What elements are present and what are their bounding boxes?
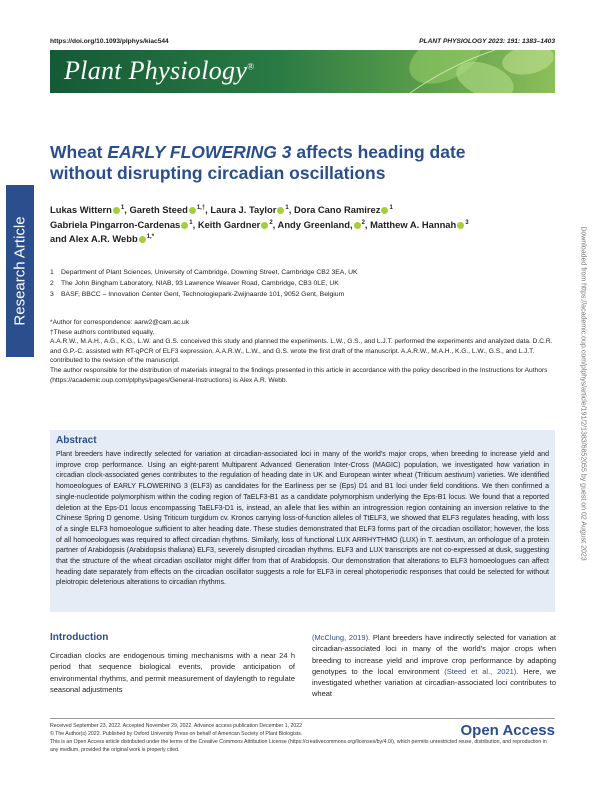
author-affiliation-sup: 1,* <box>146 234 155 241</box>
author-name: Laura J. Taylor <box>210 204 277 216</box>
abstract-box <box>50 430 555 612</box>
orcid-icon[interactable] <box>181 222 188 229</box>
affiliation-item: 3 BASF, BBCC – Innovation Center Gent, Technologiepark-Zwijnaarde 101, 9052 Gent, Belgium <box>50 290 345 298</box>
author-list: Lukas Wittern $^1$, Gareth Steed $^{1,\dagger}$, Laura J. Taylor $^1$, Dora Cano Ramirez $^1$ Gabriela Pingarron-Cardenas $^1$, Keith Gardner $^2$, Andy Greenland, $^2$, Matthew A. Hannah $^3$ and Alex A.R. Webb $^{1,*}$ <box>50 204 469 245</box>
citation-link[interactable]: (Steed et al., 2021). <box>444 666 519 676</box>
author-affiliation-sup: 1 <box>389 205 393 211</box>
author-affiliation-sup: 3 <box>465 219 469 226</box>
affiliation-item: 2 The John Bingham Laboratory, NIAB, 93 Lawrence Weaver Road, Cambridge, CB3 0LE, UK <box>50 279 339 287</box>
introduction-left-column: Circadian clocks are endogenous timing mechanisms with a near 24 h period that sequence biological events, provide anticipation of environmental rhythms, and permit measurement of daylength to regulate seasonal adjustments <box>50 651 295 694</box>
responsible-author-note: The author responsible for the distribution of materials integral to the findings presented in this article in accordance with the policy described in the Instructions for Authors (https://academic.oup.com/plphys/pages/General-Instructions) is Alex A.R. Webb. <box>50 366 548 384</box>
affiliation-item: 1 Department of Plant Sciences, University of Cambridge, Downing Street, Cambridge CB2 3EA, UK <box>50 269 358 276</box>
doi-link[interactable]: https://doi.org/10.1093/plphys/kiac544 <box>50 38 169 45</box>
license-text: This is an Open Access article distributed under the terms of the Creative Commons Attribution License (https://creativecommons.org/licenses/by/4.0/), which permits unrestricted reuse, distribution, and reproduction in any medium, provided the original work is properly cited. <box>50 739 547 753</box>
orcid-icon[interactable] <box>381 207 388 214</box>
article-type-tab <box>6 185 34 357</box>
article-type-label: Research Article <box>11 216 29 326</box>
article-title: Wheat EARLY FLOWERING 3 affects heading date without disrupting circadian oscillations <box>50 142 466 183</box>
running-header <box>50 38 555 50</box>
author-affiliation-sup: 1 <box>285 205 289 211</box>
abstract-heading: Abstract <box>56 435 97 446</box>
journal-reference: PLANT PHYSIOLOGY 2023: 191: 1383–1403 <box>419 38 555 45</box>
author-name: Keith Gardner <box>197 218 261 230</box>
citation-link[interactable]: (McClung, 2019). <box>312 633 371 642</box>
orcid-icon[interactable] <box>261 222 268 229</box>
copyright-line: © The Author(s) 2022. Published by Oxford University Press on behalf of American Society of Plant Biologists. <box>50 731 303 737</box>
author-name: Lukas Wittern <box>50 204 112 216</box>
orcid-icon[interactable] <box>277 207 284 214</box>
author-name: and Alex A.R. Webb <box>50 233 138 245</box>
orcid-icon[interactable] <box>189 207 196 214</box>
journal-banner <box>50 50 555 93</box>
author-name: Gabriela Pingarron-Cardenas <box>50 218 181 230</box>
orcid-icon[interactable] <box>113 207 120 214</box>
correspondence-note: *Author for correspondence: aarw2@cam.ac.uk <box>50 319 190 326</box>
orcid-icon[interactable] <box>457 222 464 229</box>
orcid-icon[interactable] <box>139 236 146 243</box>
author-name: Matthew A. Hannah <box>370 218 457 230</box>
received-dates: Received September 23, 2022. Accepted November 29, 2022. Advance access publication December 1, 2022 <box>50 723 303 729</box>
author-affiliation-sup: 1 <box>189 219 193 226</box>
equal-contribution-note: †These authors contributed equally. <box>50 328 155 336</box>
author-name: Dora Cano Ramirez <box>293 204 381 216</box>
author-affiliation-sup: 2 <box>269 219 273 226</box>
author-name: Andy Greenland, <box>277 218 353 230</box>
download-note-text: Downloaded from https://academic.oup.com/plphys/article/191/2/1383/6852055 by guest on 02 August 2023 <box>579 226 587 561</box>
introduction-heading: Introduction <box>50 632 109 643</box>
author-affiliation-sup: 1,† <box>196 205 206 211</box>
journal-title: Plant Physiology® <box>64 56 255 85</box>
author-name: Gareth Steed <box>129 204 188 216</box>
orcid-icon[interactable] <box>354 222 361 229</box>
abstract-text: Plant breeders have indirectly selected for variation at circadian-associated loci in many of the world's major crops, when breeding to increase yield and improve crop performance. Using an eight-parent Multiparent Advanced Generation Inter-Cross (MAGIC) population, we investigated how variation in circadian clock-associated genes contributes to the regulation of heading date in UK and European winter wheat (Triticum aestivum) varieties. We identified homoeologues of EARLY FLOWERING 3 (ELF3) as candidates for the Earliness per se (Eps) D1 and B1 loci under field conditions. We then confirmed a single-nucleotide polymorphism within the coding region of TaELF3-B1 as a candidate polymorphism underlying the Eps-B1 locus. We found that a reported deletion at the Eps-D1 locus encompassing TaELF3-D1 is, instead, an allele that lies within an introgression region containing an inversion relative to the Chinese Spring D genome. Using Triticum turgidum cv. Kronos carrying loss-of-function alleles of TtELF3, we showed that ELF3 regulates heading, with loss of a single ELF3 homoeologue sufficient to alter heading date. These studies demonstrated that ELF3 forms part of the circadian oscillator; however, the loss of all homoeologues was required to affect circadian rhythms. Similarly, loss of functional LUX ARRHYTHMO (LUX) in T. aestivum, an orthologue of a protein partner of Arabidopsis (Arabidopsis thaliana) ELF3, severely disrupted circadian rhythms. ELF3 and LUX transcripts are not co-expressed at dusk, suggesting that the structure of the wheat circadian oscillator might differ from that of Arabidopsis. Our demonstration that alterations to ELF3 homoeologues can affect heading date separately from effects on the circadian oscillator suggests a role for ELF3 in cereal photoperiodic responses that could be selected for without pleiotropic deleterious alterations to circadian rhythms. <box>56 451 549 587</box>
author-affiliation-sup: 1 <box>120 205 125 211</box>
open-access-badge: Open Access <box>460 722 555 739</box>
author-affiliation-sup: 2 <box>361 219 365 226</box>
affiliation-list <box>50 268 550 300</box>
introduction-right-column: (McClung, 2019). Plant breeders have indirectly selected for variation at circadian-associated loci in many of the world's major crops when breeding to increase yield and improve crop performance by adapting genotypes to the local environment (Steed et al., 2021). Here, we investigated whether variation at circadian-associated loci contributes to wheat <box>312 633 556 699</box>
contributions-note: A.A.R.W., M.A.H., A.G., K.G., L.W. and G.S. conceived this study and planned the experiments. L.W., G.S., and L.J.T. performed the experiments and analyzed data. D.C.R. and G.P.-C. assisted with RT-qPCR of ELF3 expression. A.A.R.W., L.W., and G.S. wrote the first draft of the manuscript. A.A.R.W., M.A.H., K.G., L.W., G.S., and L.J.T. contributed to the revision of the manuscript. <box>50 338 553 365</box>
author-notes <box>50 318 555 385</box>
